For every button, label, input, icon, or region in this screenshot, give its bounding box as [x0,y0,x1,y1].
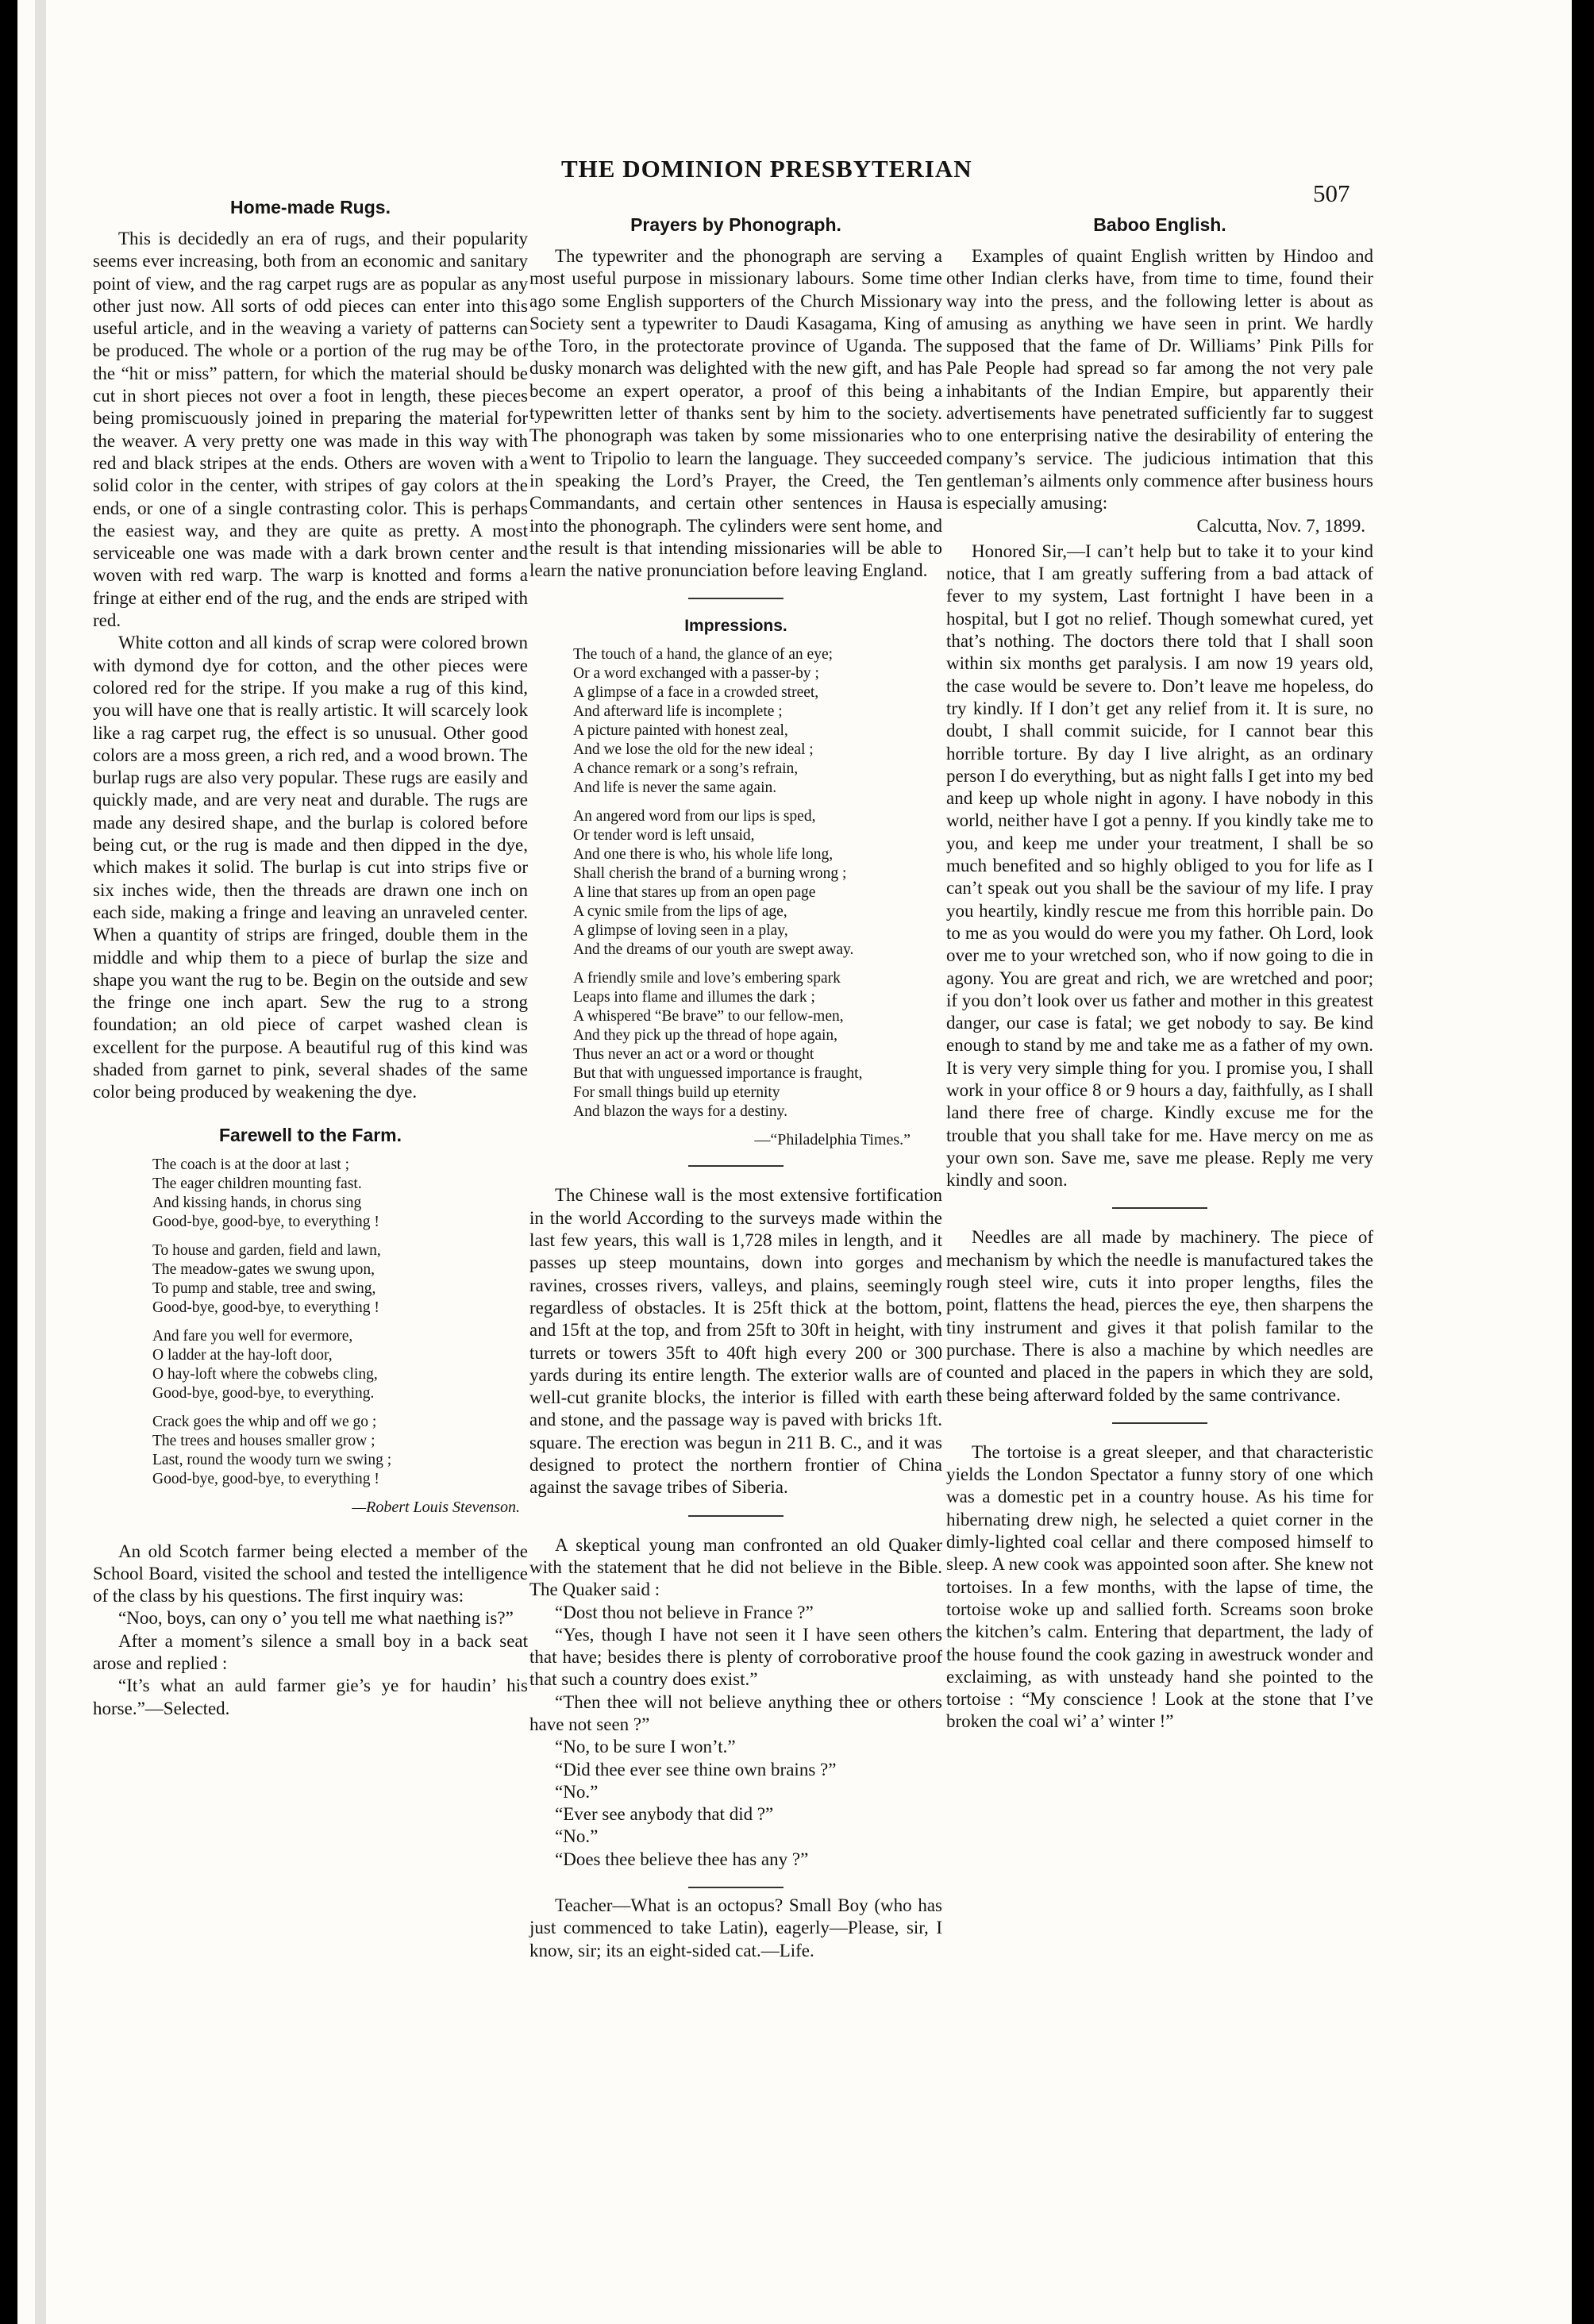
poem-line: The trees and houses smaller grow ; [152,1432,375,1449]
paragraph: “It’s what an auld farmer gie’s ye for haudin’ his horse.”—Selected. [93,1676,528,1718]
page-fold-shadow [35,0,46,2324]
poem-line: And afterward life is incomplete ; [573,703,783,721]
newspaper-title: THE DOMINION PRESBYTERIAN [561,155,972,183]
stanza [573,645,942,798]
section-divider [1112,1422,1207,1424]
paragraph: “Noo, boys, can ony o’ you tell me what naething is?” [118,1608,514,1629]
poem-line: And the dreams of our youth are swept away. [573,941,854,959]
poem-line: The eager children mounting fast. [152,1175,362,1192]
poem-line: And we lose the old for the new ideal ; [573,741,814,759]
column-right [946,214,1373,1749]
poem-line: Good-bye, good-bye, to everything ! [152,1213,379,1230]
letter-dateline: Calcutta, Nov. 7, 1899. [1196,515,1365,536]
section-divider [688,598,784,599]
poem-line: For small things build up eternity [573,1084,780,1102]
paragraph: Teacher—What is an octopus? Small Boy (who has just commenced to take Latin), eagerly—Please, sir, I know, sir; its an eight-sided cat.—Life. [529,1895,942,1960]
poem-line: The coach is at the door at last ; [152,1156,349,1173]
article-needles [946,1226,1373,1406]
poem-line: And blazon the ways for a destiny. [573,1103,788,1121]
poem-attribution: —Robert Louis Stevenson. [352,1498,520,1516]
article-baboo-english [946,214,1373,1191]
stanza [152,1241,528,1318]
paragraph: An old Scotch farmer being elected a member of the School Board, visited the school and tested the intelligence of the class by his questions. The first inquiry was: [93,1541,528,1606]
poem-line: Leaps into flame and illumes the dark ; [573,989,815,1006]
poem-line: Or a word exchanged with a passer-by ; [573,665,819,683]
newspaper-page [17,0,1572,2324]
poem-line: A picture painted with honest zeal, [573,722,788,740]
section-divider [1112,1207,1207,1209]
poem-line: But that with unguessed importance is fraught, [573,1065,863,1083]
letter-body: Honored Sir,—I can’t help but to take it to your kind notice, that I am greatly suffering from a bad attack of fever to my system, Last fortnight I have been in a hospital, but I got no relief. Though somewhat cured, yet that’s nothing. The doctors there told that I shall soon within six months get paralysis. I am now 19 years old, the case would be severe to. Don’t leave me hopeless, do try kindly. If I don’t get any relief from it. It is sure, no doubt, I shall commit suicide, for I cannot bear this horrible torture. By day I live alright, as an ordinary person I do everything, but as night falls I get into my bed and keep up whole night in agony. I have nobody in this world, neither have I got a penny. If you kindly take me to you, and keep me under your treatment, I shall be so much benefited and so highly obliged to you for life as I can’t speak out you shall be the saviour of my life. I pray you heartily, kindly rescue me from this horrible pain. Do to me as you would do were you my father. Oh Lord, look over me to your wretched son, who if now going to die in agony. You are great and rich, we are wretched and poor; if you don’t look over us father and mother in this greatest danger, our case is fatal; we get nobody to say. Be kind enough to stand by me and take me as a father of my own. It is very very simple thing for you. I promise you, I shall work in your office 8 or 9 hours a day, faithfully, as I shall land there free of charge. Kindly excuse me for the trouble that you shall take for me. Have mercy on me as your own son. Save me, save me please. Reply me very kindly and soon. [946,541,1373,1191]
column-middle [529,214,942,1978]
poem-body [93,1156,528,1489]
poem-line: A glimpse of a face in a crowded street, [573,684,819,702]
poem-line: Or tender word is left unsaid, [573,827,755,845]
poem-line: Thus never an act or a word or thought [573,1046,814,1064]
poem-line: A whispered “Be brave” to our fellow-men, [573,1008,844,1025]
dialogue-line: “Yes, though I have not seen it I have seen others that have; besides there is plenty of corroborative proof that such a country does exist.” [529,1624,942,1690]
stanza [573,969,942,1122]
poem-line: The touch of a hand, the glance of an eye; [573,646,834,664]
poem-line: Last, round the woody turn we swing ; [152,1451,392,1468]
page-number: 507 [1313,179,1350,207]
poem-line: Good-bye, good-bye, to everything ! [152,1299,379,1316]
article-title: Home-made Rugs. [230,197,391,217]
poem-line: A glimpse of loving seen in a play, [573,922,788,940]
article-prayers-by-phonograph [529,214,942,582]
article-chinese-wall [529,1184,942,1499]
article-title: Baboo English. [1093,214,1226,235]
article-octopus [529,1895,942,1962]
poem-line: A cynic smile from the lips of age, [573,903,787,921]
poem-title: Impressions. [684,617,787,636]
poem-line: Good-bye, good-bye, to everything ! [152,1470,379,1487]
poem-line: And kissing hands, in chorus sing [152,1194,362,1211]
stanza [152,1156,528,1232]
poem-line: A friendly smile and love’s embering spark [573,970,841,987]
poem-line: An angered word from our lips is sped, [573,808,816,825]
article-title: Prayers by Phonograph. [630,214,841,235]
poem-line: Crack goes the whip and off we go ; [152,1413,377,1430]
poem-line: A line that stares up from an open page [573,884,816,902]
paragraph: The typewriter and the phonograph are serving a most useful purpose in missionary labours. Some time ago some English supporters of the Church Missionary Society sent a typewriter to Daudi Kasagama, King of the Toro, in the protectorate province of Uganda. The dusky monarch was delighted with the new gift, and has become an expert operator, a proof of this being a typewritten letter of thanks sent by him to the society. The phonograph was taken by some missionaries who went to Tripolio to learn the language. They succeeded in speaking the Lord’s Prayer, the Creed, the Ten Commandants, and certain other sentences in Hausa into the phonograph. The cylinders were sent home, and the result is that intending missionaries will be able to learn the native pronunciation before leaving England. [529,246,942,581]
paragraph: The tortoise is a great sleeper, and that characteristic yields the London Spectator a funny story of one which was a domestic pet in a country house. As his time for hibernating drew nigh, he selected a quiet corner in the dimly-lighted coal cellar and there composed himself to sleep. A new cook was appointed soon after. She knew not tortoises. In a few months, with the lapse of time, the tortoise woke up and sallied forth. Screams soon broke the kitchen’s calm. Entering that department, the lady of the house found the cook gazing in awestruck wonder and exclaiming, as with unsteady hand she pointed to the tortoise : “My conscience ! Look at the stone that I’ve broken the coal wi’ a’ winter !” [946,1441,1373,1732]
dialogue-line: “No, to be sure I won’t.” [555,1737,736,1757]
poem-line: O hay-loft where the cobwebs cling, [152,1365,378,1383]
section-divider [688,1165,784,1167]
poem-line: And life is never the same again. [573,779,777,797]
paragraph: After a moment’s silence a small boy in a back seat arose and replied : [93,1630,528,1674]
poem-line: The meadow-gates we swung upon, [152,1260,375,1278]
stanza [152,1413,528,1489]
poem-line: Good-bye, good-bye, to everything. [152,1384,375,1402]
poem-title: Farewell to the Farm. [218,1124,402,1145]
dialogue-line: “No.” [555,1826,599,1847]
poem-line: Shall cherish the brand of a burning wrong ; [573,865,847,883]
section-divider [688,1887,784,1888]
paragraph: Needles are all made by machinery. The piece of mechanism by which the needle is manufactured takes the rough steel wire, cuts it into proper lengths, files the point, flattens the head, pierces the eye, then sharpens the tiny instrument and gives it that polish familar to the purchase. There is also a machine by which needles are counted and placed in the papers in which they are sold, these being afterward folded by the same contrivance. [946,1227,1373,1405]
paragraph: This is decidedly an era of rugs, and their popularity seems ever increasing, both from an economic and sanitary point of view, and the rag carpet rugs are as popular as any other just now. All sorts of odd pieces can enter into this useful article, and in the weaving a variety of patterns can be produced. The whole or a portion of the rug may be of the “hit or miss” pattern, for which the material should be cut in short pieces not over a foot in length, these pieces being promiscuously joined in preparing the material for the weaver. A very pretty one was made in this way with red and black stripes at the ends. Others are woven with a solid color in the center, with stripes of gay colors at the ends, or one of a single contrasting color. This is perhaps the easiest way, and they are quite as pretty. A most serviceable one was made with a dark brown center and woven with red warp. The warp is knotted and forms a fringe at either end of the rug, and the ends are striped with red. [93,229,528,631]
dialogue-line: “Dost thou not believe in France ?” [555,1602,814,1622]
poem-line: O ladder at the hay-loft door, [152,1346,333,1364]
article-quaker [529,1534,942,1871]
poem-line: To pump and stable, tree and swing, [152,1279,376,1297]
dialogue-line: “Then thee will not believe anything thee or others have not seen ?” [529,1691,942,1734]
dialogue-line: “No.” [555,1781,599,1802]
poem-body [529,645,942,1122]
paragraph: White cotton and all kinds of scrap were colored brown with dymond dye for cotton, and the other pieces were colored red for the stripe. If you make a rug of this kind, you will have one that is really artistic. It will scarcely look like a rag carpet rug, the effect is so unusual. Other good colors are a moss green, a rich red, and a wood brown. The burlap rugs are also very popular. These rugs are easily and quickly made, and are very neat and durable. The rugs are made any desired shape, and the burlap is colored before being cut, or the rug is made and then dipped in the dye, which makes it solid. The burlap is cut into strips five or six inches wide, then the threads are drawn one inch on each side, making a fringe and leaving an unraveled center. When a quantity of strips are fringed, double them in the middle and whip them to a piece of burlap the size and shape you want the rug to be. Begin on the outside and sew the fringe one inch apart. Sew the rug to a strong foundation; an old piece of carpet washed clean is excellent for the purpose. A beautiful rug of this kind was shaded from garnet to pink, several shades of the same color being produced by weakening the dye. [93,633,528,1102]
dialogue-line: “Does thee believe thee has any ?” [555,1849,809,1869]
paragraph: Examples of quaint English written by Hindoo and other Indian clerks have, from time to time, found their way into the press, and the following letter is about as amusing as anything we have seen in print. We hardly supposed that the fame of Dr. Williams’ Pink Pills for Pale People had spread so far among the not very pale inhabitants of the Indian Empire, but apparently their advertisements have penetrated sufficiently far to suggest to one enterprising native the desirability of entering the company’s service. The judicious intimation that this gentleman’s ailments only commence after business hours is especially amusing: [946,246,1373,514]
stanza [573,807,942,960]
poem-attribution: —“Philadelphia Times.” [754,1131,911,1149]
article-home-made-rugs [93,197,528,1104]
paragraph: A skeptical young man confronted an old Quaker with the statement that he did not believe in the Bible. The Quaker said : [529,1534,942,1600]
article-scotch-farmer [93,1541,528,1720]
article-tortoise [946,1441,1373,1733]
poem-line: To house and garden, field and lawn, [152,1241,381,1259]
poem-impressions [529,617,942,1149]
dialogue-line: “Did thee ever see thine own brains ?” [555,1759,837,1780]
dialogue-line: “Ever see anybody that did ?” [555,1804,774,1825]
paragraph: The Chinese wall is the most extensive fortification in the world According to the surveys made within the last few years, this wall is 1,728 miles in length, and it passes up steep mountains, down into gorges and ravines, crosses rivers, valleys, and plains, seemingly regardless of obstacles. It is 25ft thick at the bottom, and 15ft at the top, and from 25ft to 30ft in height, with turrets or towers 35ft to 40ft high every 200 or 300 yards during its entire length. The exterior walls are of well-cut granite blocks, the interior is filled with earth and stone, and the passage way is paved with bricks 1ft. square. The erection was begun in 211 B. C., and it was designed to protect the northern frontier of China against the savage tribes of Siberia. [529,1185,942,1498]
poem-line: And fare you well for evermore, [152,1327,353,1345]
column-left [93,197,528,1736]
stanza [152,1327,528,1403]
poem-line: And one there is who, his whole life long, [573,846,834,864]
poem-line: A chance remark or a song’s refrain, [573,760,799,778]
poem-farewell-to-the-farm [93,1125,528,1517]
poem-line: And they pick up the thread of hope again, [573,1027,838,1045]
section-divider [688,1515,784,1517]
